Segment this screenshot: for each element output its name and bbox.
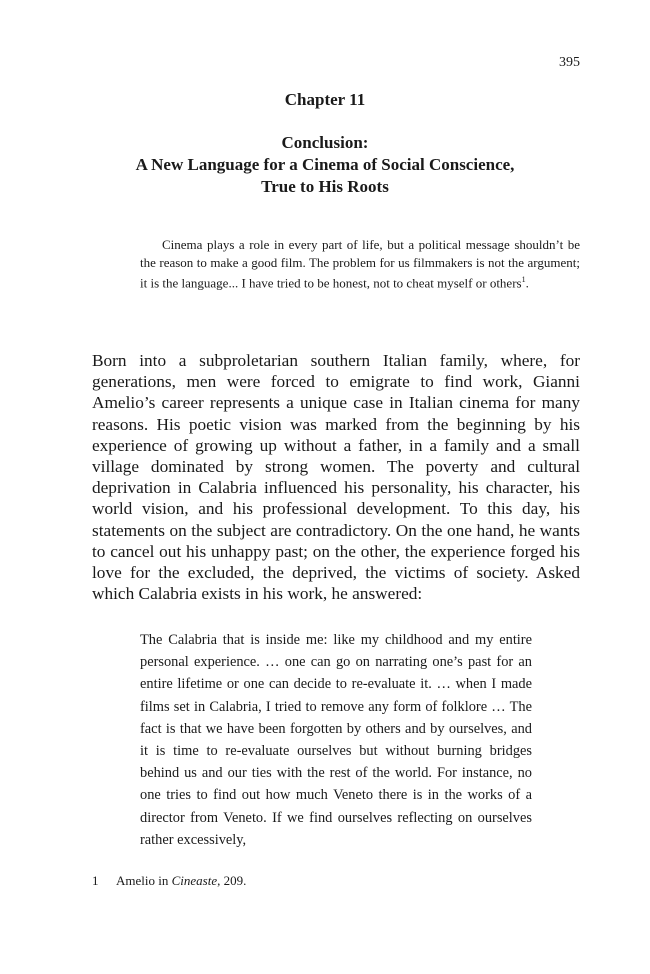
block-quote: The Calabria that is inside me: like my childhood and my entire personal experience. … one can go on narrating one’s past for an entire lifetime or one can decide to re-evaluate it. … when I made films set in Calabria, I tried to remove any form of folklore … The fact is that we have been forgotten by others and by ourselves, and it is time to re-evaluate ourselves but without burning bridges behind us and our ties with the rest of the world. For instance, no one tries to find out how much Veneto there is in the works of a director from Veneto. If we find ourselves reflecting on ourselves rather excessively,	[140, 632, 532, 848]
chapter-title-line-2: A New Language for a Cinema of Social Conscience,	[135, 155, 515, 174]
footnote-reference[interactable]: 1	[521, 275, 526, 284]
chapter-title-line-1: Conclusion:	[281, 133, 369, 152]
epigraph-end: .	[525, 275, 529, 291]
chapter-label: Chapter 11	[284, 90, 366, 109]
footnote	[92, 873, 246, 889]
page-number: 395	[559, 55, 580, 70]
chapter-title-line-3: True to His Roots	[261, 177, 389, 196]
footnote-source-title: Cineaste	[171, 873, 218, 888]
body-paragraph: Born into a subproletarian southern Italian family, where, for generations, men were forced to emigrate to find work, Gianni Amelio’s career represents a unique case in Italian cinema for many reasons. His poetic vision was marked from the beginning by his experience of growing up without a father, in a family and a small village dominated by strong women. The poverty and cultural deprivation in Calabria influenced his personality, his character, his world vision, and his professional development. To this day, his statements on the subject are contradictory. On the one hand, he wants to cancel out his unhappy past; on the other, the experience forged his love for the excluded, the deprived, the victims of society. Asked which Calabria exists in his work, he answered:	[92, 351, 580, 604]
footnote-number: 1	[92, 873, 99, 888]
footnote-text-after: , 209.	[217, 873, 247, 888]
footnote-text-before: Amelio in	[116, 873, 172, 888]
epigraph-text: Cinema plays a role in every part of life, but a political message shouldn’t be the reason to make a good film. The problem for us filmmakers is not the argument; it is the language... I have tried to be honest, not to cheat myself or others	[140, 237, 580, 291]
chapter-title	[0, 132, 650, 198]
epigraph	[140, 236, 580, 292]
